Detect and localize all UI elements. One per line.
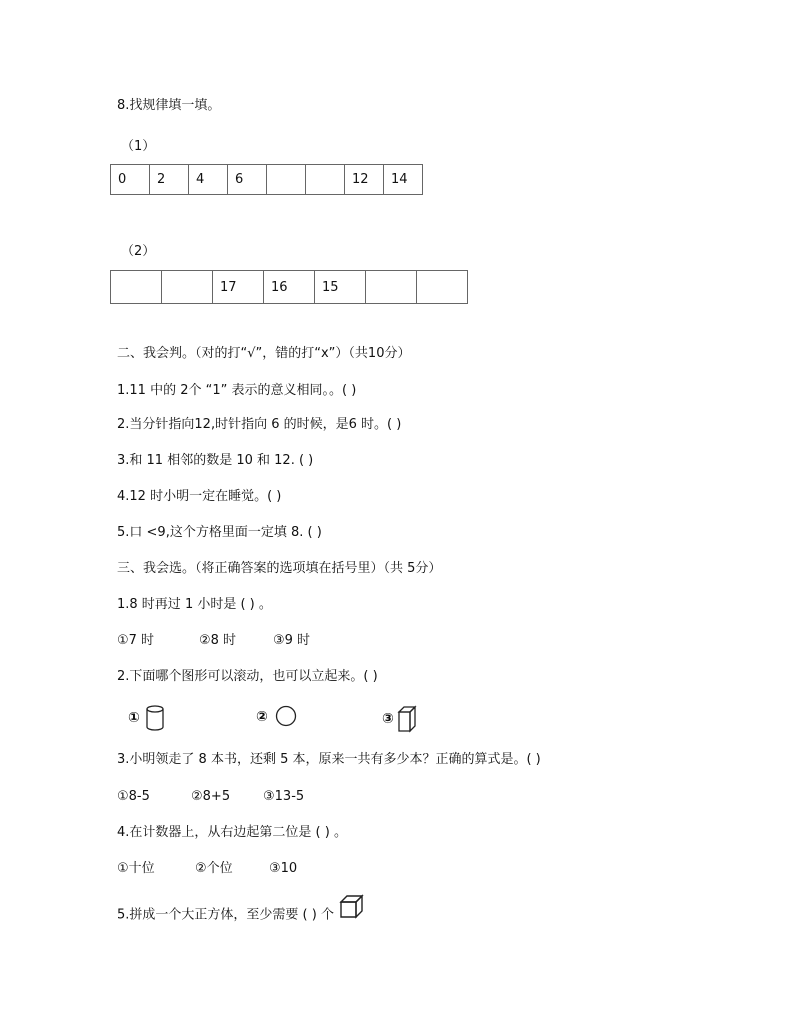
choice-q5-label: 5.拼成一个大正方体，至少需要 ( ) 个 [117, 907, 334, 923]
option[interactable]: ②8 时 [199, 633, 237, 648]
shape-option-sphere[interactable] [256, 705, 300, 729]
shape-option-cylinder[interactable] [128, 705, 166, 731]
option-number: ③ [382, 711, 394, 727]
choice-q4-options [117, 860, 297, 878]
seq1-blank-cell[interactable] [267, 165, 306, 195]
seq1-cell: 0 [111, 165, 150, 195]
choice-q3-text: 3.小明领走了 8 本书，还剩 5 本，原来一共有多少本？正确的算式是。( ) [117, 752, 541, 767]
judge-item-1: 1.11 中的 2个 “1” 表示的意义相同。。( ) [117, 383, 357, 398]
section3-heading: 三、我会选。（将正确答案的选项填在括号里）（共 5分） [117, 561, 442, 576]
seq2-blank-cell[interactable] [162, 271, 213, 304]
q8-part1-label: （1） [121, 139, 156, 154]
choice-q1-text: 1.8 时再过 1 小时是 ( ) 。 [117, 597, 272, 612]
seq1-cell: 14 [384, 165, 423, 195]
option[interactable]: ②个位 [195, 861, 233, 876]
seq2-cell: 17 [213, 271, 264, 304]
seq1-blank-cell[interactable] [306, 165, 345, 195]
small-cube-icon [338, 894, 366, 920]
cuboid-icon [396, 705, 418, 733]
choice-q1-options [117, 632, 310, 650]
judge-item-4: 4.12 时小明一定在睡觉。( ) [117, 489, 282, 504]
option[interactable]: ③9 时 [273, 633, 311, 648]
judge-item-2: 2.当分针指向12,时针指向 6 的时候，是6 时。( ) [117, 417, 402, 432]
option[interactable]: ①十位 [117, 861, 155, 876]
judge-item-3: 3.和 11 相邻的数是 10 和 12. ( ) [117, 453, 314, 468]
cylinder-icon [144, 705, 166, 731]
option[interactable]: ③13-5 [263, 789, 305, 804]
shape-option-cuboid[interactable] [382, 705, 418, 733]
seq2-blank-cell[interactable] [417, 271, 468, 304]
choice-q3-options [117, 788, 304, 806]
seq1-cell: 6 [228, 165, 267, 195]
option[interactable]: ②8+5 [191, 789, 231, 804]
option[interactable]: ①8-5 [117, 789, 150, 804]
section2-heading: 二、我会判。（对的打“√”，错的打“x”）（共10分） [117, 346, 411, 361]
option[interactable]: ③10 [269, 861, 298, 876]
seq1-cell: 4 [189, 165, 228, 195]
seq1-cell: 2 [150, 165, 189, 195]
choice-q2-text: 2.下面哪个图形可以滚动，也可以立起来。( ) [117, 669, 378, 684]
q8-part2-label: （2） [121, 244, 156, 259]
seq2-blank-cell[interactable] [111, 271, 162, 304]
shape-options-row [118, 700, 440, 734]
q8-title: 8.找规律填一填。 [117, 98, 221, 113]
sphere-icon [274, 705, 300, 729]
option[interactable]: ①7 时 [117, 633, 155, 648]
seq2-cell: 16 [264, 271, 315, 304]
option-number: ② [256, 709, 268, 725]
sequence-table-1 [110, 164, 423, 195]
option-number: ① [128, 710, 140, 726]
seq1-cell: 12 [345, 165, 384, 195]
seq2-blank-cell[interactable] [366, 271, 417, 304]
judge-item-5: 5.口 <9,这个方格里面一定填 8. ( ) [117, 525, 322, 540]
sequence-table-2 [110, 270, 468, 304]
choice-q5-text [117, 902, 366, 928]
choice-q4-text: 4.在计数器上，从右边起第二位是 ( ) 。 [117, 825, 347, 840]
seq2-cell: 15 [315, 271, 366, 304]
